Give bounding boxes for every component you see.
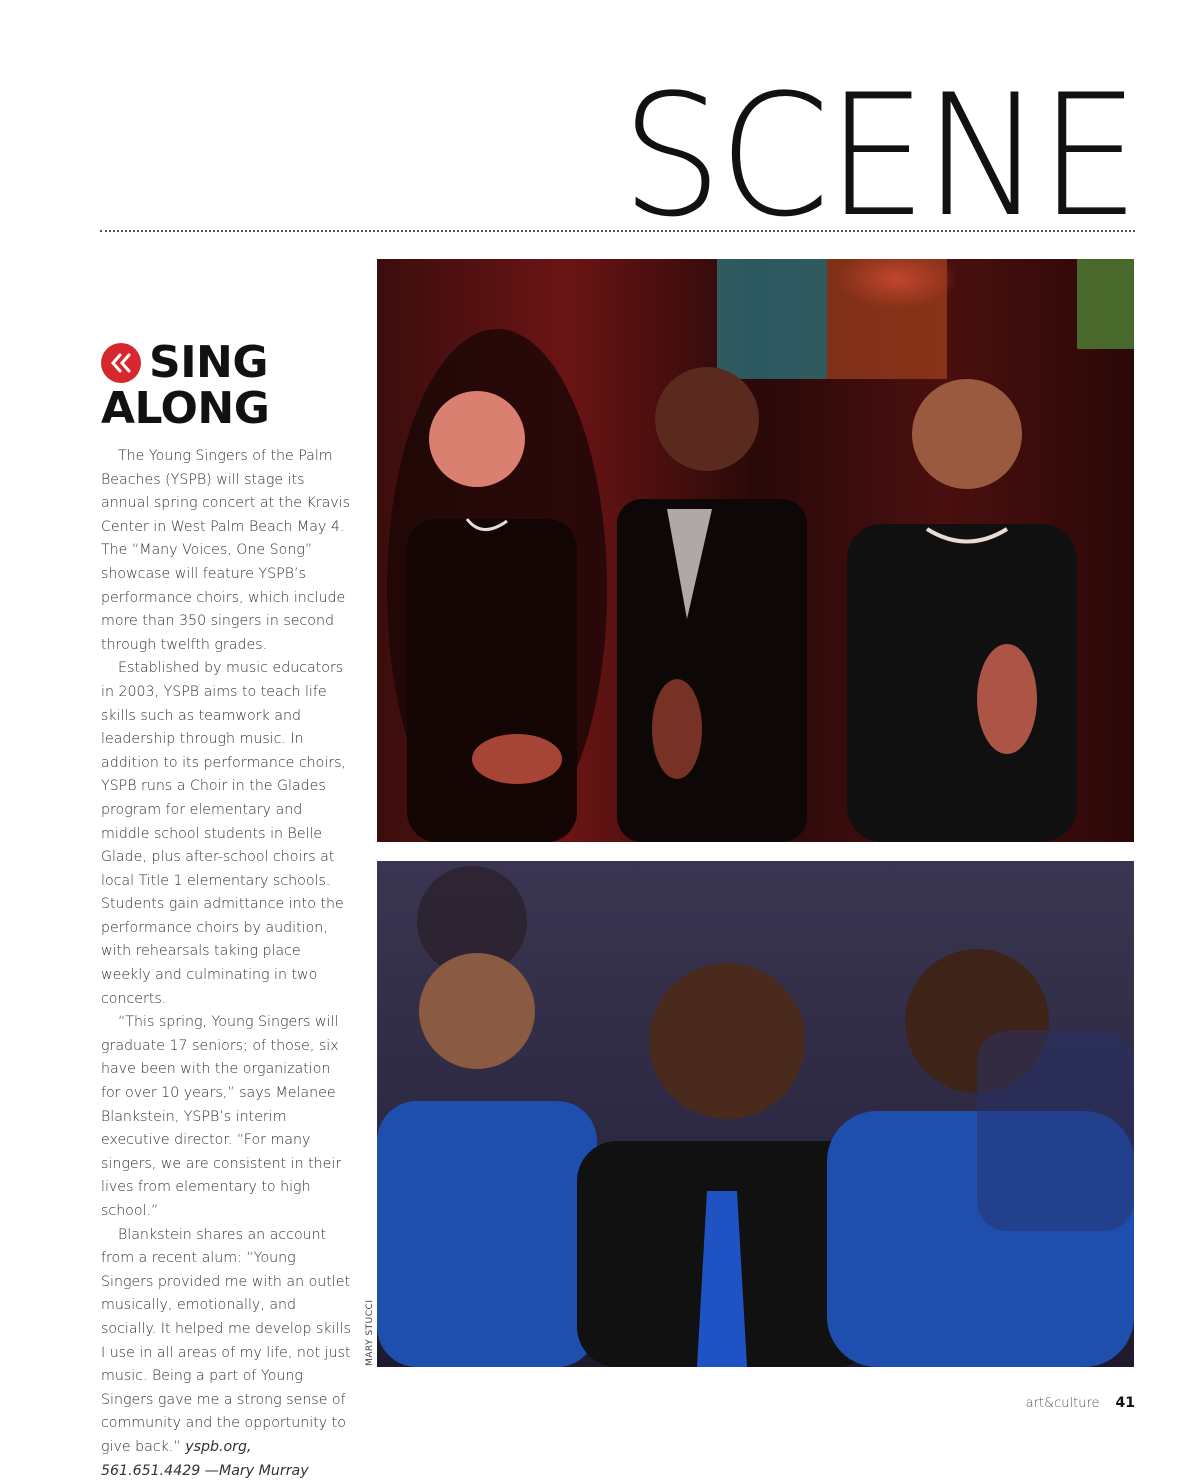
dotted-divider: [100, 230, 1135, 232]
double-chevron-icon: [101, 343, 141, 383]
paragraph-3: “This spring, Young Singers will graduate 17 seniors; of those, six have been with the organization for over 10 years,” says Melanee Blankstein, YSPB’s interim executive director. “For many singers, we are consistent in their lives from elementary to high school.”: [101, 1014, 342, 1219]
paragraph-4-text: Blankstein shares an account from a recent alum: “Young Singers provided me with an outlet musically, emotionally, and socially. It helped me develop skills I use in all areas of my life, not just music. Being a part of Young Singers gave me a strong sense of community and the opportunity to give back.”: [101, 1226, 351, 1455]
paragraph-2: Established by music educators in 2003, YSPB aims to teach life skills such as teamwork and leadership through music. In addition to its performance choirs, YSPB runs a Choir in the Glades program for elementary and middle school students in Belle Glade, plus after-school choirs at local Title 1 elementary schools. Students gain admittance into the performance choirs by audition, with rehearsals taking place weekly and culminating in two concerts.: [101, 660, 347, 1007]
paragraph-4: [101, 1224, 351, 1483]
page-footer: [1026, 1395, 1135, 1411]
photo-choir-blue-robes: [377, 861, 1134, 1367]
paragraph-1: The Young Singers of the Palm Beaches (YSPB) will stage its annual spring concert at the Kravis Center in West Palm Beach May 4. The “Many Voices, One Song” showcase will feature YSPB’s performance choirs, which include more than 350 singers in second through twelfth grades.: [101, 448, 351, 653]
article-body: [101, 445, 351, 1483]
page-number: 41: [1115, 1395, 1135, 1411]
headline-line-1: SING: [149, 337, 268, 388]
headline-line-2: ALONG: [101, 383, 270, 434]
section-title: SCENE: [621, 58, 1136, 254]
contact-info: yspb.org, 561.651.4429 —Mary Murray: [101, 1438, 309, 1479]
article-headline: [101, 337, 361, 434]
photo-choir-red-stage: [377, 259, 1134, 842]
photo-credit: MARY STUCCI: [365, 1299, 375, 1366]
footer-section-name: art&culture: [1025, 1396, 1100, 1411]
